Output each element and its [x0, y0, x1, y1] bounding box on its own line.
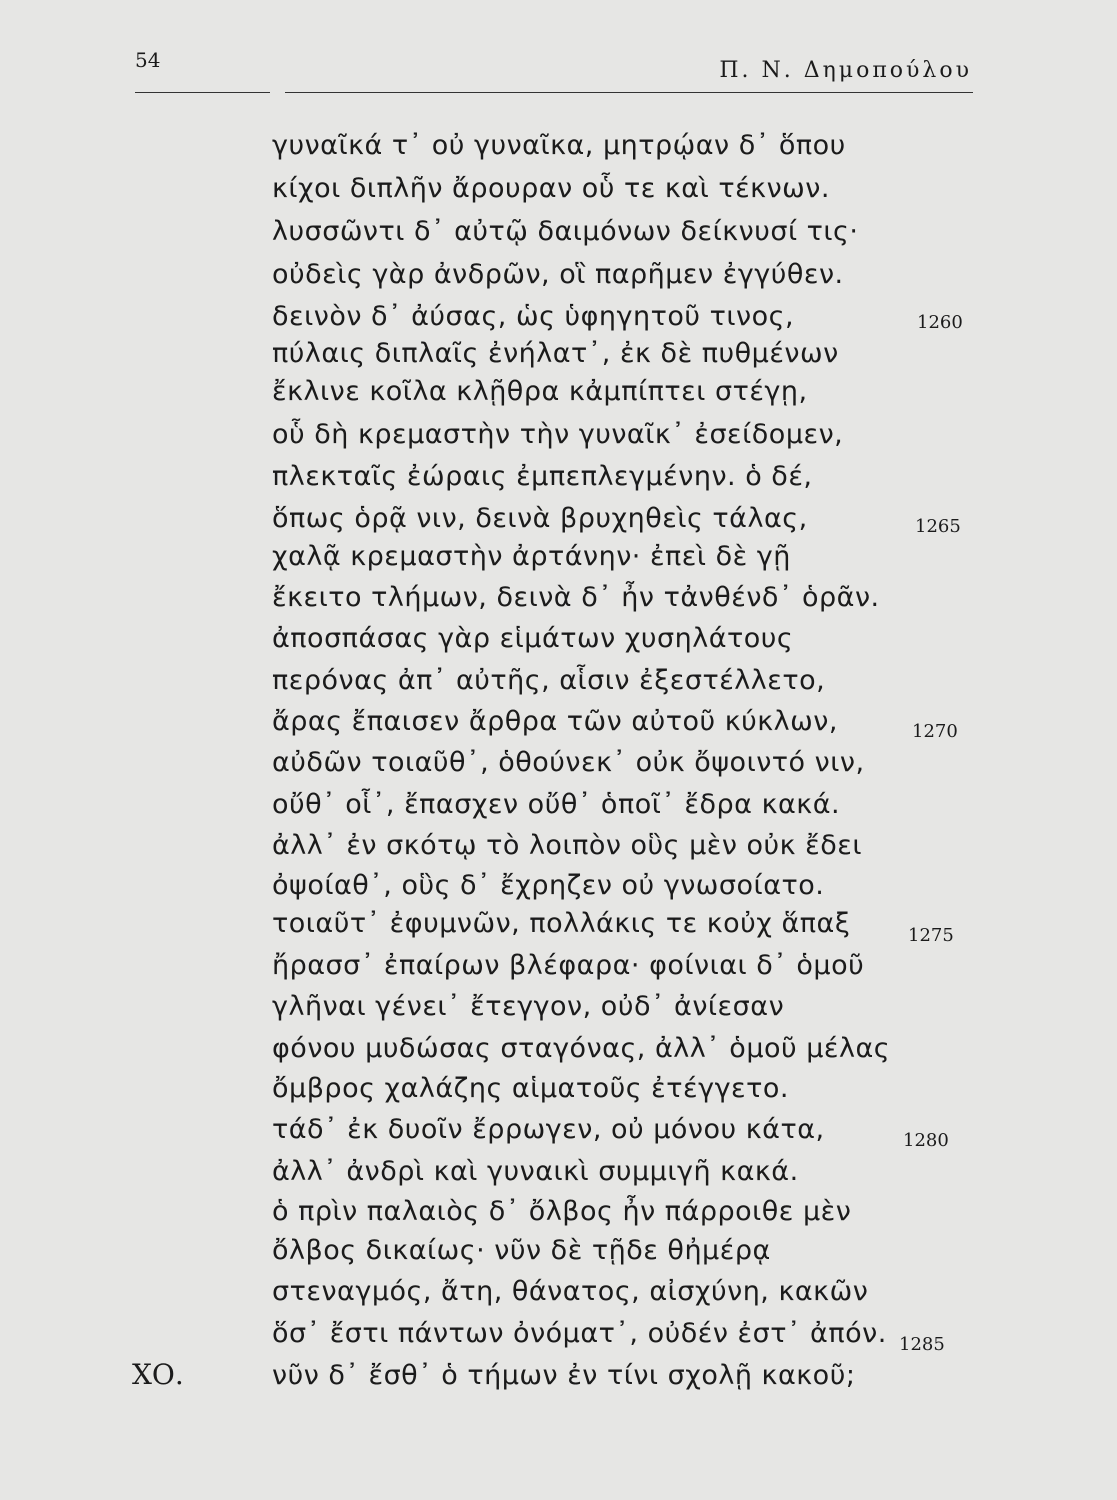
- verse-line: οὐδεὶς γὰρ ἀνδρῶν, οἳ παρῆμεν ἐγγύθεν.: [272, 259, 844, 290]
- verse-line: ὀψοίαθ᾽, οὓς δ᾽ ἔχρηζεν οὐ γνωσοίατο.: [272, 870, 825, 901]
- verse-line: ἀλλ᾽ ἀνδρὶ καὶ γυναικὶ συμμιγῆ κακά.: [272, 1156, 799, 1187]
- verse-line: ἔκειτο τλήμων, δεινὰ δ᾽ ἦν τἀνθένδ᾽ ὁρᾶν.: [272, 582, 880, 613]
- verse-line: τοιαῦτ᾽ ἐφυμνῶν, πολλάκις τε κοὐχ ἅπαξ: [272, 908, 851, 939]
- verse-line: ἄρας ἔπαισεν ἄρθρα τῶν αὐτοῦ κύκλων,: [272, 706, 838, 737]
- header-rule-right: [285, 92, 973, 93]
- verse-line: ἀλλ᾽ ἐν σκότῳ τὸ λοιπὸν οὓς μὲν οὐκ ἔδει: [272, 830, 863, 861]
- line-number: 1260: [917, 312, 963, 333]
- verse-line: γλῆναι γένει᾽ ἔτεγγον, οὐδ᾽ ἀνίεσαν: [272, 991, 785, 1022]
- verse-line: τάδ᾽ ἐκ δυοῖν ἔρρωγεν, οὐ μόνου κάτα,: [272, 1114, 825, 1145]
- verse-line: ἀποσπάσας γὰρ εἱμάτων χυσηλάτους: [272, 623, 794, 654]
- verse-line: ὅσ᾽ ἔστι πάντων ὀνόματ᾽, οὐδέν ἐστ᾽ ἀπόν.: [272, 1318, 887, 1349]
- verse-line: ὄλβος δικαίως· νῦν δὲ τῇδε θἠμέρᾳ: [272, 1235, 771, 1266]
- verse-line: αὐδῶν τοιαῦθ᾽, ὁθούνεκ᾽ οὐκ ὄψοιντό νιν,: [272, 747, 865, 778]
- page-number: 54: [135, 48, 161, 72]
- line-number: 1285: [899, 1334, 945, 1355]
- verse-line: νῦν δ᾽ ἔσθ᾽ ὁ τήμων ἐν τίνι σχολῇ κακοῦ;: [272, 1360, 856, 1391]
- header-rule-left: [135, 92, 270, 93]
- line-number: 1275: [908, 925, 954, 946]
- verse-line: οὗ δὴ κρεμαστὴν τὴν γυναῖκ᾽ ἐσείδομεν,: [272, 419, 844, 450]
- verse-line: ἔκλινε κοῖλα κλῇθρα κἀμπίπτει στέγῃ,: [272, 376, 808, 407]
- verse-line: ὅπως ὁρᾷ νιν, δεινὰ βρυχηθεὶς τάλας,: [272, 503, 808, 534]
- verse-line: λυσσῶντι δ᾽ αὐτῷ δαιμόνων δείκνυσί τις·: [272, 216, 859, 247]
- verse-line: κίχοι διπλῆν ἄρουραν οὗ τε καὶ τέκνων.: [272, 173, 830, 204]
- line-number: 1280: [903, 1130, 949, 1151]
- verse-line: ἤρασσ᾽ ἐπαίρων βλέφαρα· φοίνιαι δ᾽ ὁμοῦ: [272, 950, 865, 981]
- verse-line: φόνου μυδώσας σταγόνας, ἀλλ᾽ ὁμοῦ μέλας: [272, 1033, 891, 1064]
- verse-line: περόνας ἀπ᾽ αὐτῆς, αἷσιν ἐξεστέλλετο,: [272, 665, 826, 696]
- speaker-label: ΧΟ.: [132, 1358, 184, 1391]
- verse-line: οὔθ᾽ οἷ᾽, ἔπασχεν οὔθ᾽ ὁποῖ᾽ ἔδρα κακά.: [272, 789, 841, 820]
- verse-line: πύλαις διπλαῖς ἐνήλατ᾽, ἐκ δὲ πυθμένων: [272, 338, 839, 369]
- verse-line: γυναῖκά τ᾽ οὐ γυναῖκα, μητρῴαν δ᾽ ὅπου: [272, 130, 846, 161]
- line-number: 1270: [912, 721, 958, 742]
- verse-line: πλεκταῖς ἐώραις ἐμπεπλεγμένην. ὁ δέ,: [272, 461, 813, 492]
- verse-line: χαλᾷ κρεμαστὴν ἀρτάνην· ἐπεὶ δὲ γῇ: [272, 541, 791, 572]
- verse-line: δεινὸν δ᾽ ἀύσας, ὡς ὑφηγητοῦ τινος,: [272, 301, 795, 332]
- line-number: 1265: [915, 516, 961, 537]
- verse-line: στεναγμός, ἄτη, θάνατος, αἰσχύνη, κακῶν: [272, 1276, 869, 1307]
- verse-line: ὁ πρὶν παλαιὸς δ᾽ ὄλβος ἦν πάρροιθε μὲν: [272, 1196, 852, 1227]
- running-head: Π. Ν. Δημοπούλου: [719, 58, 972, 83]
- verse-line: ὄμβρος χαλάζης αἱματοῦς ἐτέγγετο.: [272, 1073, 790, 1104]
